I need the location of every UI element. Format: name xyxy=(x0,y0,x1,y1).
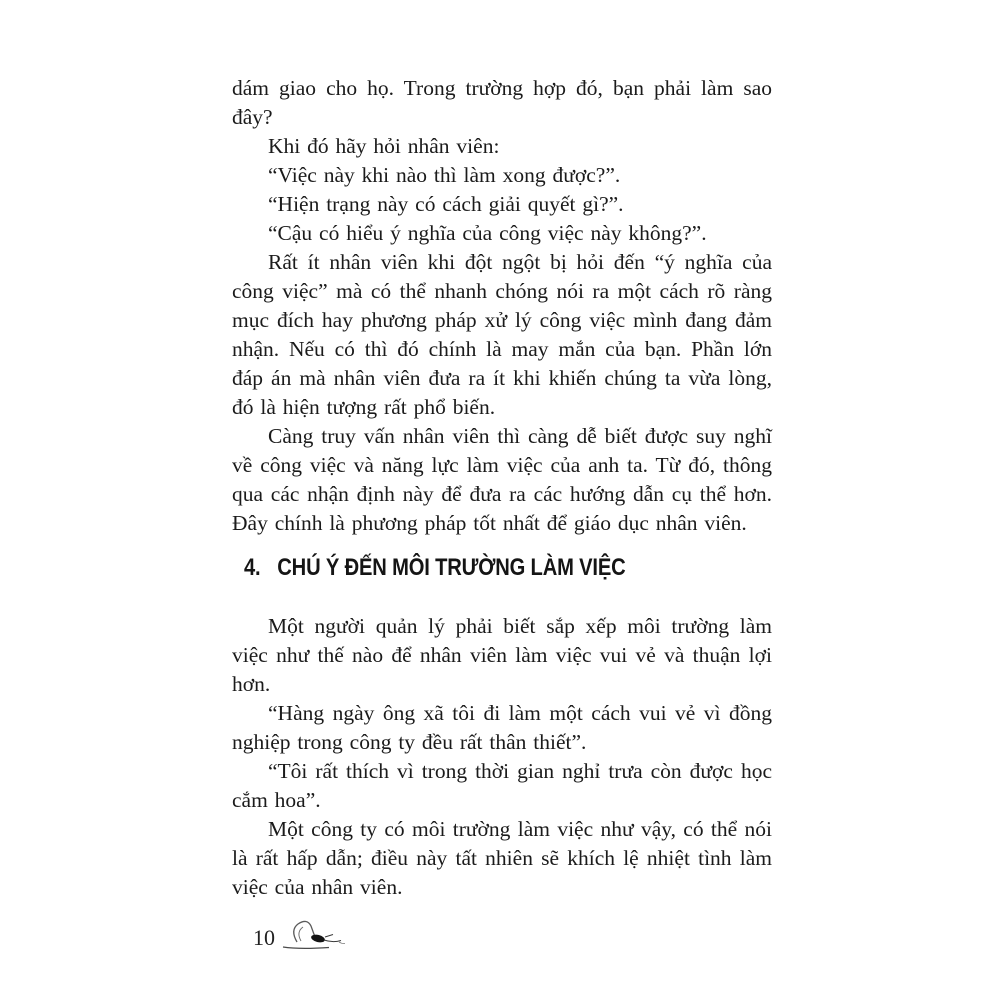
paragraph-quote: “Việc này khi nào thì làm xong được?”. xyxy=(268,163,621,187)
page-text-column xyxy=(232,74,772,902)
scribble-ornament-icon xyxy=(281,916,359,957)
paragraph: Một người quản lý phải biết sắp xếp môi trường làm việc như thế nào để nhân viên làm việc vui vẻ và thuận lợi hơn. xyxy=(232,614,772,696)
paragraph: Rất ít nhân viên khi đột ngột bị hỏi đến “ý nghĩa của công việc” mà có thể nhanh chóng nói ra một cách rõ ràng mục đích hay phương pháp xử lý công việc mình đang đảm nhận. Nếu có thì đó chính là may mắn của bạn. Phần lớn đáp án mà nhân viên đưa ra ít khi khiến chúng ta vừa lòng, đó là hiện tượng rất phổ biến. xyxy=(232,250,772,419)
section-heading-title: CHÚ Ý ĐẾN MÔI TRƯỜNG LÀM VIỆC xyxy=(277,554,626,581)
page-footer xyxy=(253,916,359,951)
paragraph: Càng truy vấn nhân viên thì càng dễ biết được suy nghĩ về công việc và năng lực làm việc của anh ta. Từ đó, thông qua các nhận định này để đưa ra các hướng dẫn cụ thể hơn. Đây chính là phương pháp tốt nhất để giáo dục nhân viên. xyxy=(232,424,772,535)
section-heading xyxy=(244,554,688,582)
paragraph-quote: “Tôi rất thích vì trong thời gian nghỉ trưa còn được học cắm hoa”. xyxy=(232,759,772,812)
paragraph-continuation: dám giao cho họ. Trong trường hợp đó, bạn phải làm sao đây? xyxy=(232,76,772,129)
paragraph-quote: “Cậu có hiểu ý nghĩa của công việc này không?”. xyxy=(268,221,707,245)
section-heading-number: 4. xyxy=(244,554,261,581)
paragraph: Khi đó hãy hỏi nhân viên: xyxy=(268,134,500,158)
paragraph-quote: “Hiện trạng này có cách giải quyết gì?”. xyxy=(268,192,624,216)
paragraph-quote: “Hàng ngày ông xã tôi đi làm một cách vui vẻ vì đồng nghiệp trong công ty đều rất thân thiết”. xyxy=(232,701,772,754)
page-number: 10 xyxy=(253,925,275,950)
paragraph: Một công ty có môi trường làm việc như vậy, có thể nói là rất hấp dẫn; điều này tất nhiên sẽ khích lệ nhiệt tình làm việc của nhân viên. xyxy=(232,817,772,899)
